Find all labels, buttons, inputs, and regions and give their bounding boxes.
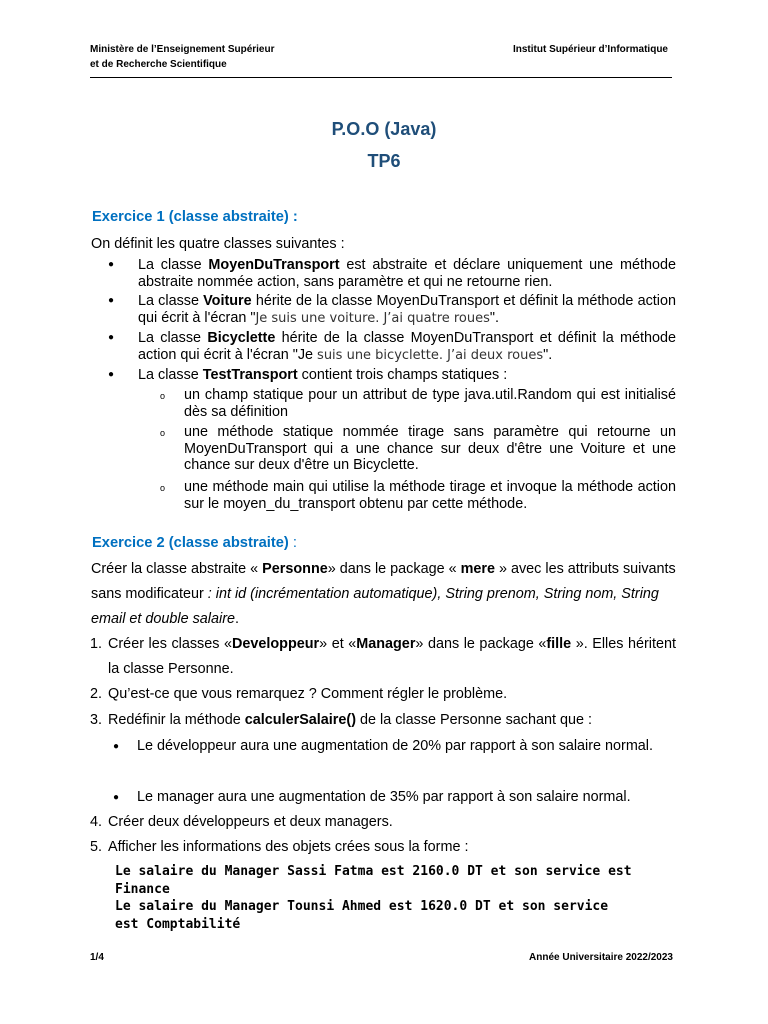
header-institution xyxy=(90,42,275,72)
header-ministry-line1: Ministère de l’Enseignement Supérieur xyxy=(90,44,275,55)
bullet-text: La classe xyxy=(138,257,209,273)
exercise1-intro: On définit les quatre classes suivantes : xyxy=(91,236,345,252)
exercise1-sub-bullet xyxy=(160,424,676,474)
item-number: 2. xyxy=(90,686,103,702)
page-number: 1/4 xyxy=(90,952,104,963)
exercise2-title xyxy=(92,534,297,552)
intro-text: » avec les attributs suivants sans modificateur xyxy=(91,561,676,602)
class-name: Developpeur xyxy=(231,636,320,652)
circle-bullet-icon: o xyxy=(160,428,166,438)
exercise1-title: Exercice 1 (classe abstraite) : xyxy=(92,209,298,225)
bullet-text: ". xyxy=(543,346,553,363)
header-ministry-line2: et de Recherche Scientifique xyxy=(90,59,227,70)
attributes-list: : int id (incrémentation automatique), String prenom, String nom, String email et double salaire xyxy=(91,586,659,627)
exercise2-title-colon: : xyxy=(288,535,297,551)
exercise1-sub-bullet xyxy=(160,387,676,420)
item-text: de la classe Personne sachant que : xyxy=(356,712,592,728)
exercise2-title-text: Exercice 2 (classe abstraite) xyxy=(92,535,289,551)
bullet-dot-icon: ● xyxy=(108,259,115,270)
bullet-text: La classe xyxy=(138,367,203,383)
intro-text: » dans le package « xyxy=(327,561,461,577)
intro-text: Créer la classe abstraite « xyxy=(91,561,263,577)
exercise1-bullet xyxy=(108,293,676,327)
class-name: Bicyclette xyxy=(207,330,276,346)
bullet-dot-icon: ● xyxy=(108,369,115,380)
exercise2-sub-bullet xyxy=(113,734,676,759)
bullet-text: ". xyxy=(489,309,500,326)
bullet-dot-icon: ● xyxy=(108,295,115,306)
header-institute: Institut Supérieur d’Informatique xyxy=(512,44,668,55)
bullet-dot-icon: ● xyxy=(108,332,115,343)
sub-bullet-text: une méthode statique nommée tirage sans paramètre qui retourne un MoyenDuTransport qui a une chance sur deux d'être une Voiture et une chance sur deux d'être un Bicyclette. xyxy=(184,424,676,473)
item-text: » et « xyxy=(319,636,357,652)
bullet-text: contient trois champs statiques : xyxy=(297,367,508,383)
header-divider xyxy=(90,77,672,78)
item-text: Qu’est-ce que vous remarquez ? Comment régler le problème. xyxy=(108,686,508,702)
exercise2-sub-bullet xyxy=(113,785,676,810)
package-name: mere xyxy=(460,561,495,577)
package-name: fille xyxy=(546,636,572,652)
method-name: calculerSalaire() xyxy=(244,712,356,728)
item-text: Créer deux développeurs et deux managers. xyxy=(108,814,393,830)
bullet-dot-icon: ● xyxy=(113,741,120,752)
exercise2-item xyxy=(90,708,676,733)
page-title: P.O.O (Java) xyxy=(331,119,437,139)
class-name: MoyenDuTransport xyxy=(208,257,340,273)
exercise1-bullet xyxy=(108,330,676,364)
item-number: 4. xyxy=(90,814,103,830)
bullet-text: La classe xyxy=(138,330,208,346)
sub-bullet-text: une méthode main qui utilise la méthode tirage et invoque la méthode action sur le moyen_du_transport obtenu par cette méthode. xyxy=(184,479,676,512)
sub-bullet-text: Le développeur aura une augmentation de 20% par rapport à son salaire normal. xyxy=(137,738,654,754)
exercise1-bullet xyxy=(108,257,676,290)
sub-bullet-text: Le manager aura une augmentation de 35% par rapport à son salaire normal. xyxy=(137,789,631,805)
code-line: Le salaire du Manager Sassi Fatma est 2160.0 DT et son service est xyxy=(115,864,632,879)
bullet-text: est abstraite et déclare uniquement une méthode abstraite nommée action, sans paramètre et qui ne retourne rien. xyxy=(138,257,676,290)
item-text: » dans le package « xyxy=(415,636,547,652)
exercise2-item xyxy=(90,632,676,682)
page-subtitle: TP6 xyxy=(367,151,401,171)
exercise2-item xyxy=(90,682,676,707)
bullet-text: hérite de la classe MoyenDuTransport et définit la méthode action qui écrit à l'écran " xyxy=(138,293,676,326)
bullet-dot-icon: ● xyxy=(113,792,120,803)
exercise2-item xyxy=(90,810,676,835)
exercise1-sub-bullet xyxy=(160,479,676,512)
circle-bullet-icon: o xyxy=(160,391,166,401)
item-text: Redéfinir la méthode xyxy=(108,712,245,728)
item-number: 1. xyxy=(90,636,103,652)
item-number: 5. xyxy=(90,839,103,855)
class-name: TestTransport xyxy=(202,367,298,383)
class-name: Personne xyxy=(262,561,328,577)
output-string: suis une bicyclette. J’ai deux roues xyxy=(317,347,544,363)
class-name: Manager xyxy=(356,636,416,652)
class-name: Voiture xyxy=(203,293,252,309)
sub-bullet-text: un champ statique pour un attribut de type java.util.Random qui est initialisé dès sa définition xyxy=(184,387,676,420)
academic-year: Année Universitaire 2022/2023 xyxy=(529,952,673,963)
bullet-text: hérite de la classe MoyenDuTransport et définit la méthode action qui écrit à l'écran "Je xyxy=(138,330,676,363)
item-text: Créer les classes « xyxy=(108,636,232,652)
exercise2-intro xyxy=(91,557,676,632)
item-text: ». Elles héritent la classe Personne. xyxy=(108,636,676,677)
exercise1-bullet xyxy=(108,367,676,384)
intro-text: . xyxy=(235,611,239,627)
output-string: Je suis une voiture. J’ai quatre roues xyxy=(255,310,490,326)
bullet-text: La classe xyxy=(138,293,204,309)
code-line: Finance xyxy=(115,881,170,897)
item-text: Afficher les informations des objets crées sous la forme : xyxy=(108,839,469,855)
item-number: 3. xyxy=(90,712,103,728)
code-line: est Comptabilité xyxy=(115,916,241,932)
exercise2-item xyxy=(90,835,676,860)
circle-bullet-icon: o xyxy=(160,483,166,493)
code-line: Le salaire du Manager Tounsi Ahmed est 1620.0 DT et son service xyxy=(115,899,609,914)
